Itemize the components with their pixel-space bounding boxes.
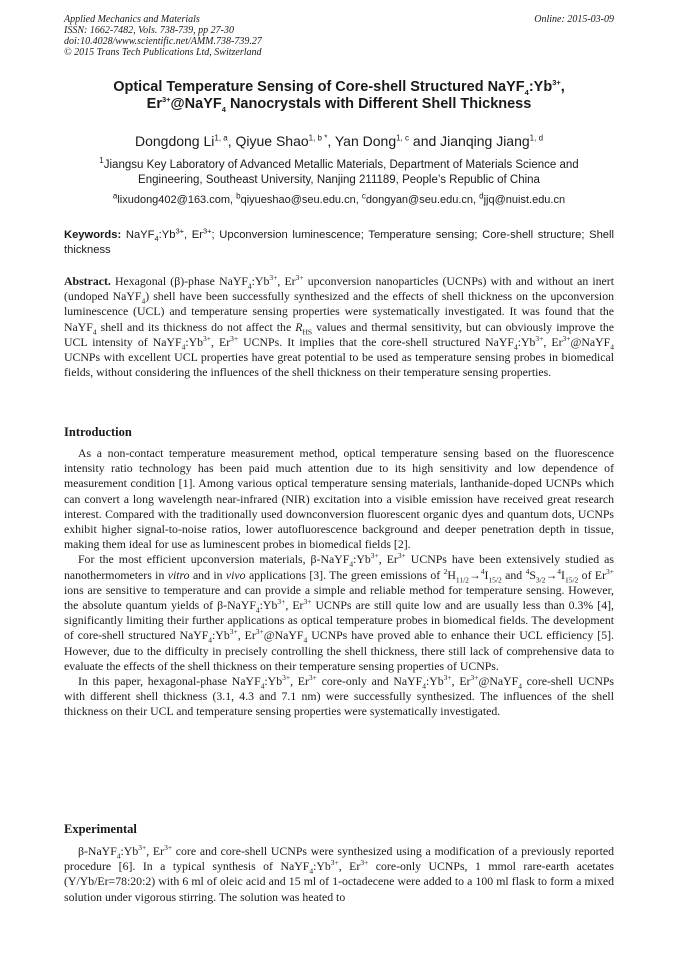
text-run: In this paper, hexagonal-phase NaYF [78,674,261,689]
subscript: 4 [260,681,265,691]
text-run: core and core-shell UCNPs were synthesized using a modification of a previously reported procedure [6]. In a typical synthesis of NaYF [64,844,614,874]
superscript: 3+ [606,566,614,576]
paragraph: As a non-contact temperature measurement method, optical temperature sensing based on the fluorescence intensity ratio technology has been paid much attention due to its high sensitivity and low dependence of measurement condition [1]. Among various optical temperature sensing materials, lanthanide-doped UCNPs which can convert a long wavelength near-infrared (NIR) excitation into a visible emission have received great research interest. Compared with the traditionally used downconversion fluorescent organic dyes and quantum dots, UCNPs exhibit higher signal-to-noise ratios, lower autofluorescence background and deeper penetration depth in tissue, making them ideal for use as luminescent probes in biomedical fields [2]. [64,446,614,552]
superscript: 3+ [175,226,184,236]
text-run: vivo [225,567,246,582]
text-run: , Er [378,552,398,567]
superscript: 3+ [138,843,147,853]
text-run: S [529,567,536,582]
journal-copyright: © 2015 Trans Tech Publications Ltd, Switzerland [64,47,262,58]
superscript: 4 [525,566,530,576]
subscript: 4 [92,326,97,336]
subscript: 4 [422,681,426,691]
email-link[interactable]: jjq@nuist.edu.cn [483,194,566,206]
text-run: UCNPs have been extensively studied as nanothermometers in [64,552,615,582]
text-run: For the most efficient upconversion materials, β-NaYF [78,552,350,567]
text-run: I [484,567,489,582]
section-heading-introduction: Introduction [64,425,132,439]
abstract-label: Abstract. [64,274,111,288]
text-run: UCNPs have proved able to enhance their UCL efficiency [5]. However, due to the difficulty in precisely controlling the shell thickness, there still lack of comprehensive data to evaluate the effects of the shell thickness on their temperature sensing properties of UCNPs. [64,628,614,673]
text-run: 1, a [214,133,228,143]
text-run: of Er [578,567,607,582]
text-run: :Yb [120,844,139,858]
text-run: , Er [146,844,165,858]
text-run: Nanocrystals with Different Shell Thickness [225,96,532,112]
superscript: 3+ [229,627,238,637]
text-run: applications [3]. The green emissions of [245,567,444,582]
abstract [64,274,614,380]
text-run: and in [189,567,226,582]
paragraph [64,674,614,720]
text-run: :Yb [313,859,331,874]
text-run: β-NaYF [78,844,117,858]
superscript: 3+ [397,551,406,561]
superscript: 3+ [308,673,317,683]
text-run: 1, d [529,133,544,143]
text-run: core-shell UCNPs with different shell thickness (3.1, 4.3 and 7.1 nm) were successfully synthesized. The influences of the shell thickness on their UCL and temperature sensing properties were systematically investigated. [64,674,614,719]
text-run: :Yb [425,674,444,689]
superscript: 3+ [330,858,339,868]
text-run: ; Upconversion luminescence; Temperature sensing; Core-shell structure; Shell thickness [64,229,614,256]
subscript: 4 [518,681,522,691]
subscript: 4 [255,605,260,615]
text-run: , Er [338,859,361,874]
text-run: , Er [184,229,203,241]
text-run: , Er [285,598,304,613]
subscript: 4 [247,281,252,291]
text-run: :Yb [212,628,230,643]
text-run: :Yb [259,598,278,613]
text-run: ) shell have been successfully synthesized and the effects of shell thickness on the upconversion luminescence (UCL) and temperature sensing properties were systematically investigated. It was found that the NaYF [64,289,615,334]
subscript: 15/2 [564,574,579,584]
superscript: 3+ [269,273,278,283]
text-run: c [361,191,366,201]
author: and Jianqing Jiang [409,133,530,149]
subscript: 4 [181,342,186,352]
text-run: vitro [167,567,190,582]
text-run: Engineering, Southeast University, Nanjing 211189, People’s Republic of China [138,174,540,186]
superscript: 3+ [360,858,369,868]
subscript: 4 [221,104,226,114]
superscript: 3+ [255,627,264,637]
subscript: 4 [524,87,529,97]
text-run: @NaYF [263,628,304,643]
subscript: 11/2 [455,574,469,584]
text-run: NaYF [121,229,155,241]
section-heading-experimental: Experimental [64,822,137,836]
subscript: 4 [303,635,308,645]
text-run: core-only and NaYF [316,674,423,689]
journal-name: Applied Mechanics and Materials [64,14,200,25]
text-run: a [112,191,118,201]
text-run: UCNPs. It implies that the core-shell structured NaYF [238,334,514,349]
affiliation [64,158,614,188]
text-run: b [236,191,241,201]
experimental-body [64,844,614,905]
text-run: :Yb [185,334,204,349]
text-run: :Yb [528,79,553,95]
text-run: , [560,79,565,95]
text-run: d [479,191,484,201]
introduction-body [64,446,614,720]
superscript: 4 [480,566,485,576]
text-run: :Yb [158,229,176,241]
subscript: HS [302,326,313,336]
text-run: Jiangsu Key Laboratory of Advanced Metallic Materials, Department of Materials Science and [103,159,579,171]
superscript: 3+ [370,551,379,561]
text-run: 1, c [396,133,410,143]
paper-title [64,79,614,113]
author-list [64,133,614,149]
text-run: @NaYF [170,96,222,112]
paragraph [64,844,614,905]
superscript: 3+ [277,597,286,607]
superscript: 3+ [470,673,479,683]
text-run: Hexagonal (β)-phase NaYF [110,274,248,288]
text-run: :Yb [251,274,270,288]
subscript: 4 [208,635,213,645]
email-link[interactable]: dongyan@seu.edu.cn, [365,194,480,206]
superscript: 3+ [161,95,171,105]
subscript: 4 [513,342,518,352]
subscript: 4 [154,234,159,244]
author: Dongdong Li [134,133,215,149]
text-run: shell and its thickness do not affect the [96,319,296,334]
text-run: @NaYF [570,334,611,349]
subscript: 3/2 [535,574,546,584]
keywords [64,228,614,258]
text-run: 1 [99,156,104,166]
text-run: 1, b * [308,133,328,143]
journal-doi[interactable]: doi:10.4028/www.scientific.net/AMM.738-739.27 [64,36,262,47]
text-run: UCNPs are still quite low and are usually less than 0.3% [4], significantly limiting their further applications as optical temperature probes in biomedical fields. The development of core-shell structured NaYF [64,598,614,643]
author-emails [64,193,614,207]
superscript: 3+ [443,673,452,683]
subscript: 4 [141,296,146,306]
superscript: 3+ [295,273,304,283]
subscript: 15/2 [488,574,502,584]
superscript: 3+ [535,333,544,343]
text-run: core-only UCNPs, 1 mmol rare-earth acetates (Y/Yb/Er=78:20:2) with 6 ml of oleic acid and 15 ml of 1-octadecene were added to a 100 ml flask to form a mixed solution under vigorous stirring. The solution was heated to [64,859,614,904]
superscript: 3+ [164,843,173,853]
superscript: 3+ [562,333,571,343]
text-run: :Yb [264,674,283,689]
text-run: upconversion nanoparticles (UCNPs) with and without an inert (undoped NaYF [64,274,614,304]
author: , Qiyue Shao [227,133,309,149]
superscript: 3+ [552,78,561,88]
subscript: 4 [610,342,614,352]
text-run: and [501,567,526,582]
superscript: 3+ [202,226,212,236]
text-run: , Er [290,674,309,689]
subscript: 4 [309,866,314,876]
text-run: ions are sensitive to temperature and can provide a simple and reliable method for temperature sensing. However, the absolute quantum yields of β-NaYF [64,582,614,613]
superscript: 3+ [303,597,312,607]
text-run: , Er [451,674,471,689]
text-run: , Er [543,334,563,349]
text-run: H [447,567,456,582]
text-run: values and thermal sensitivity, but can obviously improve the UCL intensity of NaYF [64,319,614,349]
text-run: → [468,567,481,582]
text-run: , Er [277,274,296,288]
author: , Yan Dong [327,133,397,149]
email-link[interactable]: lixudong402@163.com, [117,194,237,206]
text-run: R [295,319,303,334]
journal-header [64,14,614,58]
text-run: :Yb [517,334,536,349]
superscript: 3+ [203,333,211,343]
online-date: Online: 2015-03-09 [534,14,614,25]
paragraph [64,552,614,674]
text-run: Optical Temperature Sensing of Core-shell Structured NaYF [113,79,525,95]
text-run: UCNPs with excellent UCL properties have great potential to be used as temperature sensing probes in biomedical fields, without considering the influences of the shell thickness on their temperature sensing properties. [64,350,614,380]
text-run: , Er [211,334,231,349]
journal-issn: ISSN: 1662-7482, Vols. 738-739, pp 27-30 [64,25,234,36]
text-run: @NaYF [478,674,519,689]
subscript: 4 [116,851,121,861]
superscript: 3+ [282,673,291,683]
text-run: → [545,567,558,582]
text-run: , Er [237,628,256,643]
email-link[interactable]: qiyueshao@seu.edu.cn, [240,194,362,206]
superscript: 4 [557,566,562,576]
text-run: Er [146,96,162,112]
text-run: :Yb [353,552,371,567]
superscript: 3+ [230,333,239,343]
subscript: 4 [349,559,354,569]
text-run: I [561,567,565,582]
superscript: 2 [443,566,448,576]
keywords-label: Keywords: [64,229,122,241]
